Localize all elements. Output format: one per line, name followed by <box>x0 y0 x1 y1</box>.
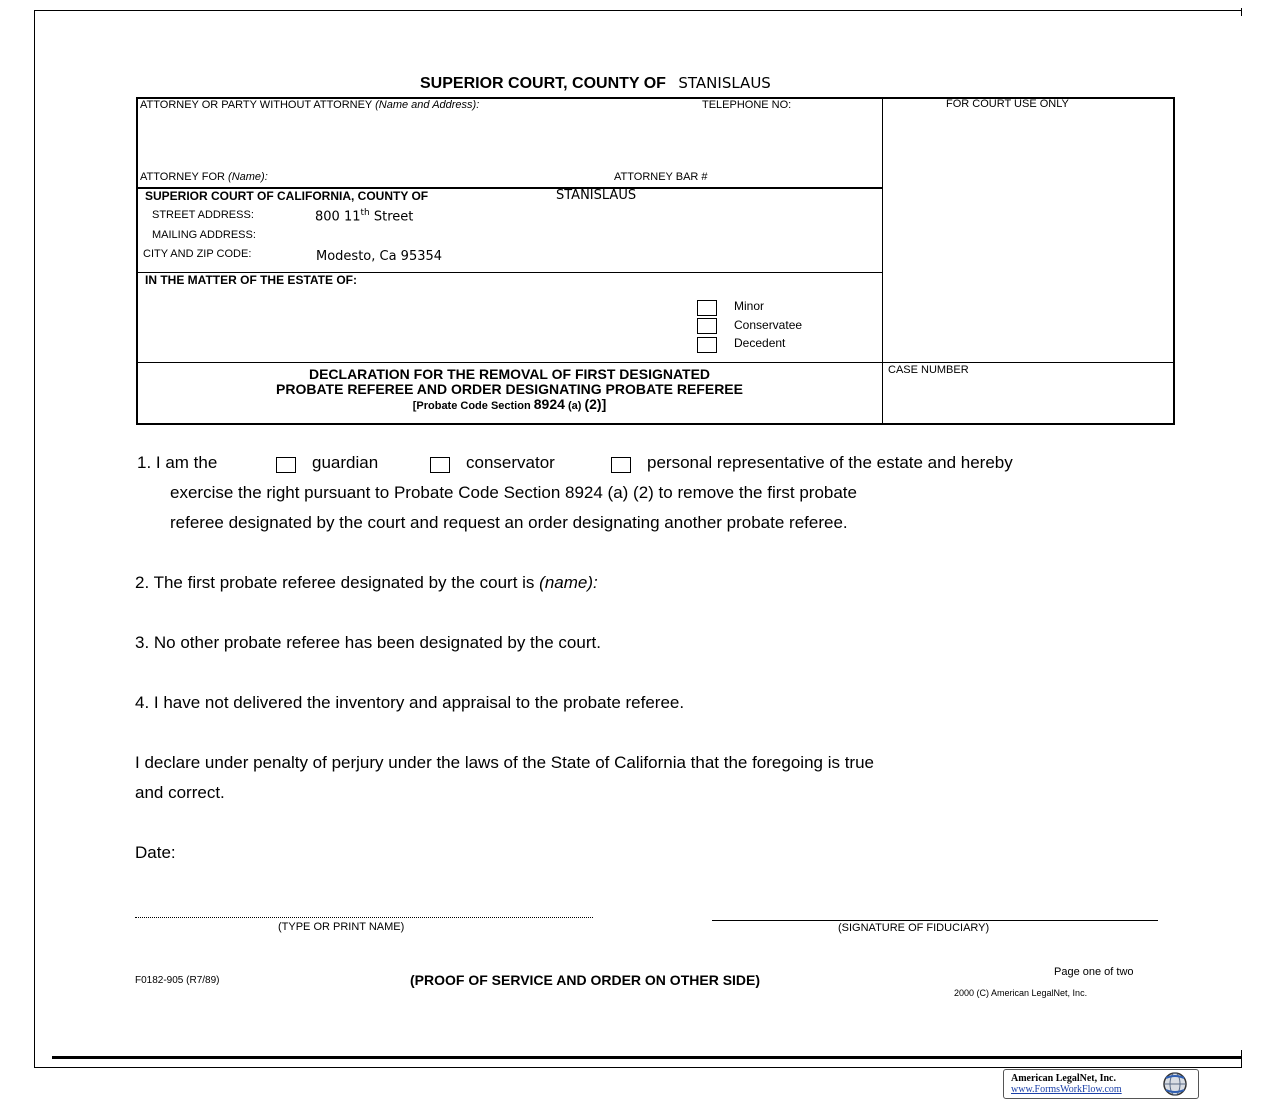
globe-icon <box>1162 1071 1188 1097</box>
page-frame-bottom <box>52 1056 1242 1059</box>
court-of-california-label: SUPERIOR COURT OF CALIFORNIA, COUNTY OF <box>145 189 429 203</box>
street-number: 800 11 <box>315 209 361 225</box>
declaration-title-line1: DECLARATION FOR THE REMOVAL OF FIRST DESIGNATED <box>308 366 711 382</box>
brand-url[interactable]: www.FormsWorkFlow.com <box>1011 1084 1122 1095</box>
sub-tail: (2)] <box>584 396 607 412</box>
conservator-checkbox[interactable] <box>430 457 450 473</box>
page-frame-top <box>34 10 1242 11</box>
proof-notice: (PROOF OF SERVICE AND ORDER ON OTHER SIDE) <box>410 972 761 988</box>
sub-prefix: [Probate Code Section <box>412 400 531 412</box>
attorney-bar-label: ATTORNEY BAR # <box>614 171 708 183</box>
caption-divider-estate <box>137 362 883 363</box>
court-title-text: SUPERIOR COURT, COUNTY OF <box>420 75 666 92</box>
personal-representative-label: personal representative of the estate and hereby <box>647 453 1013 472</box>
caption-divider-vertical <box>882 97 883 425</box>
decedent-checkbox[interactable] <box>697 337 717 353</box>
guardian-checkbox[interactable] <box>276 457 296 473</box>
court-of-california-county: STANISLAUS <box>556 188 637 203</box>
estate-label: IN THE MATTER OF THE ESTATE OF: <box>145 273 357 287</box>
street-address-label: STREET ADDRESS: <box>152 209 254 221</box>
page-frame-bottom-thin <box>34 1067 1242 1068</box>
declaration-title-line2: PROBATE REFEREE AND ORDER DESIGNATING PROBATE REFEREE <box>276 381 743 397</box>
attorney-for-label <box>140 171 268 183</box>
personal-representative-checkbox[interactable] <box>611 457 631 473</box>
mailing-address-label: MAILING ADDRESS: <box>152 229 256 241</box>
court-use-divider <box>883 362 1175 363</box>
declaration-line2: and correct. <box>135 783 225 802</box>
page-frame-right-bottom <box>1241 1050 1242 1068</box>
attorney-for-italic: (Name): <box>228 171 268 183</box>
guardian-label: guardian <box>312 453 379 472</box>
street-name: Street <box>373 209 414 225</box>
court-title-county: STANISLAUS <box>678 74 771 92</box>
attorney-label-italic: (Name and Address): <box>375 99 480 111</box>
brand-name: American LegalNet, Inc. <box>1011 1073 1116 1084</box>
city-zip-value: Modesto, Ca 95354 <box>316 249 443 264</box>
page-frame-left <box>34 10 35 1068</box>
sub-section: 8924 <box>533 396 565 412</box>
court-title <box>420 74 771 93</box>
page-label: Page one of two <box>1054 966 1134 978</box>
conservatee-label: Conservatee <box>734 318 803 332</box>
minor-label: Minor <box>734 299 765 313</box>
copyright: 2000 (C) American LegalNet, Inc. <box>954 988 1088 998</box>
attorney-for-text: ATTORNEY FOR <box>140 171 225 183</box>
declaration-line1: I declare under penalty of perjury under the laws of the State of California that the foregoing is true <box>135 753 874 772</box>
para-3: 3. No other probate referee has been designated by the court. <box>135 633 601 652</box>
conservatee-checkbox[interactable] <box>697 318 717 334</box>
para-1-line2: exercise the right pursuant to Probate Code Section 8924 (a) (2) to remove the first probate <box>170 483 857 502</box>
para-2 <box>135 573 598 593</box>
street-address-value <box>315 208 413 224</box>
para-2-text: 2. The first probate referee designated by the court is <box>135 573 535 592</box>
attorney-label <box>140 99 479 111</box>
declaration-title <box>137 367 882 414</box>
para-2-italic: (name): <box>539 573 598 592</box>
street-suffix: th <box>360 208 370 218</box>
conservator-label: conservator <box>466 453 555 472</box>
date-label: Date: <box>135 843 176 862</box>
decedent-label: Decedent <box>734 336 786 350</box>
minor-checkbox[interactable] <box>697 300 717 316</box>
print-name-label: (TYPE OR PRINT NAME) <box>278 921 405 933</box>
page-frame-right-tick <box>1241 8 1242 16</box>
signature-label: (SIGNATURE OF FIDUCIARY) <box>838 922 990 934</box>
para-1-line3: referee designated by the court and request an order designating another probate referee. <box>170 513 848 532</box>
attorney-label-text: ATTORNEY OR PARTY WITHOUT ATTORNEY <box>140 99 373 111</box>
sub-a: (a) <box>567 400 582 412</box>
para-4: 4. I have not delivered the inventory and appraisal to the probate referee. <box>135 693 685 712</box>
para-1-lead: 1. I am the <box>137 453 218 472</box>
signature-line[interactable] <box>712 920 1158 921</box>
telephone-label: TELEPHONE NO: <box>702 99 792 111</box>
city-zip-label: CITY AND ZIP CODE: <box>143 248 252 260</box>
print-name-line[interactable] <box>135 917 593 918</box>
case-number-label: CASE NUMBER <box>888 364 969 376</box>
court-use-label: FOR COURT USE ONLY <box>946 98 1069 110</box>
form-number: F0182-905 (R7/89) <box>135 975 220 986</box>
declaration-title-sub <box>137 397 882 414</box>
